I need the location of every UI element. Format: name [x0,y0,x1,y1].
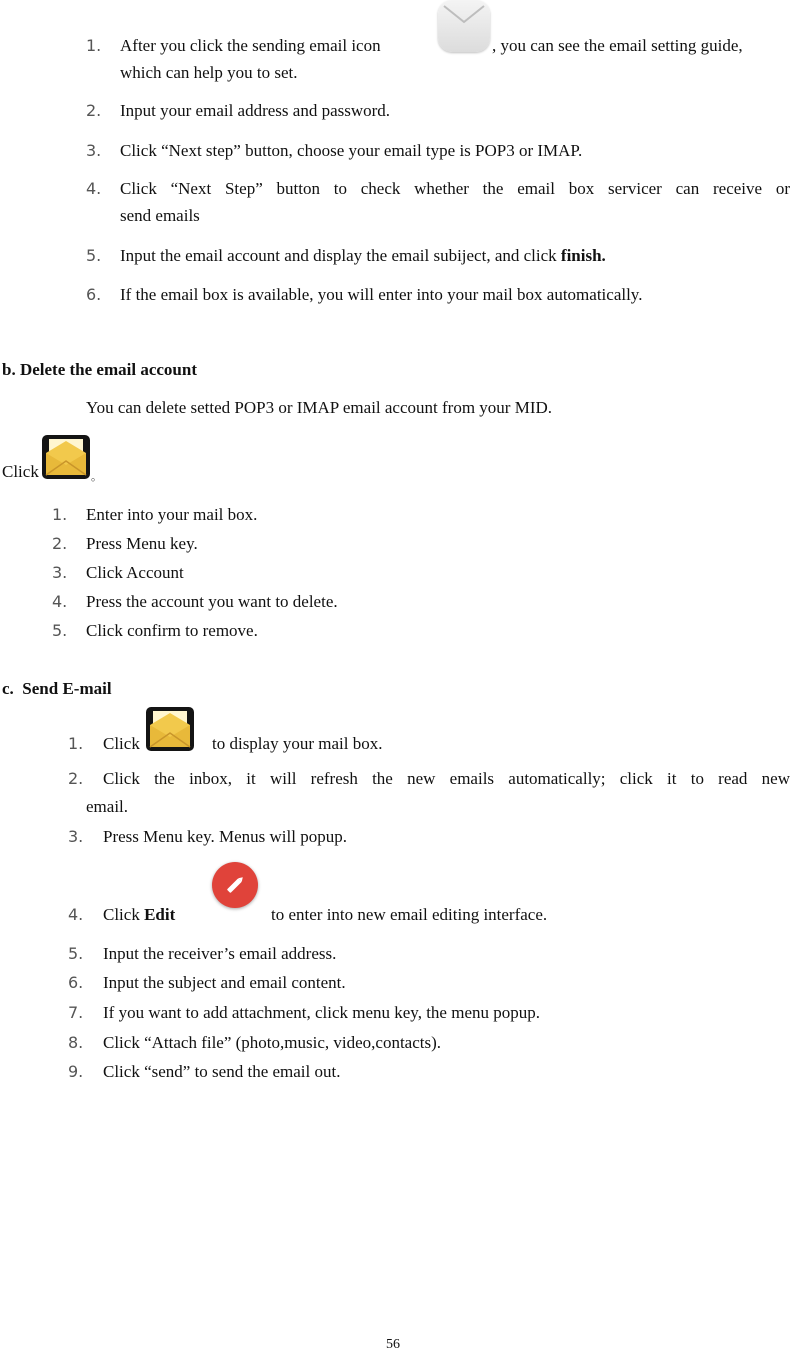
step-text: Click “Attach file” (photo,music, video,contacts). [103,1033,442,1052]
step-number: 5. [68,944,84,963]
step-text: Click “Next Step” button to check whether the email box servicer can receive or [120,179,790,198]
step-number: 4. [86,179,102,198]
step-text: to display your mail box. [212,734,383,753]
step-text [120,245,606,267]
step-number: 5. [86,246,102,265]
open-envelope-icon [146,707,194,751]
step-number: 2. [86,101,102,120]
step-text-continued: which can help you to set. [120,63,298,82]
step-number: 7. [68,1003,84,1022]
step-text: , you can see the email setting guide, [492,36,743,55]
step-number: 6. [68,973,84,992]
step-text: If the email box is available, you will enter into your mail box automatically. [120,285,643,304]
step-number: 8. [68,1033,84,1052]
finish-label: finish. [560,246,606,265]
step-text: Click the inbox, it will refresh the new emails automatically; click it to read new [103,769,790,788]
section-intro: You can delete setted POP3 or IMAP email account from your MID. [86,398,553,417]
step-text: Input the receiver’s email address. [103,944,337,963]
step-text: Enter into your mail box. [86,505,258,524]
step-number: 1. [68,734,84,753]
step-number: 1. [52,505,68,524]
step-text: After you click the sending email icon [120,36,381,55]
step-number: 2. [68,769,84,788]
email-app-icon [438,0,490,52]
step-number: 3. [86,141,102,160]
step-text [103,904,175,926]
step-text: Input your email address and password. [120,101,391,120]
section-heading: b. Delete the email account [2,360,197,379]
step-text: Click “Next step” button, choose your email type is POP3 or IMAP. [120,141,583,160]
step-text: Press the account you want to delete. [86,592,338,611]
step-text-plain: Input the email account and display the email subiject, and click [120,246,561,265]
step-text-plain: Click [103,905,145,924]
click-label: Click [2,462,39,481]
step-number: 1. [86,36,102,55]
section-heading: c. Send E-mail [2,679,112,698]
step-number: 3. [52,563,68,582]
step-text: Click [103,734,140,753]
step-number: 4. [52,592,68,611]
step-text: to enter into new email editing interface. [271,905,548,924]
open-envelope-icon [42,435,90,479]
step-number: 6. [86,285,102,304]
step-text-continued: email. [86,797,129,816]
step-text: Click “send” to send the email out. [103,1062,341,1081]
page-number: 56 [386,1337,400,1352]
step-text: Press Menu key. [86,534,198,553]
step-number: 3. [68,827,84,846]
pencil-edit-icon [212,862,258,908]
step-number: 9. [68,1062,84,1081]
edit-label: Edit [144,905,176,924]
step-text: Press Menu key. Menus will popup. [103,827,347,846]
step-text: Click Account [86,563,184,582]
step-number: 4. [68,905,84,924]
step-text: If you want to add attachment, click menu key, the menu popup. [103,1003,540,1022]
step-text-continued: send emails [120,206,200,225]
step-text: Input the subject and email content. [103,973,346,992]
step-number: 5. [52,621,68,640]
step-text: Click confirm to remove. [86,621,258,640]
step-number: 2. [52,534,68,553]
click-suffix: 。 [91,471,102,483]
